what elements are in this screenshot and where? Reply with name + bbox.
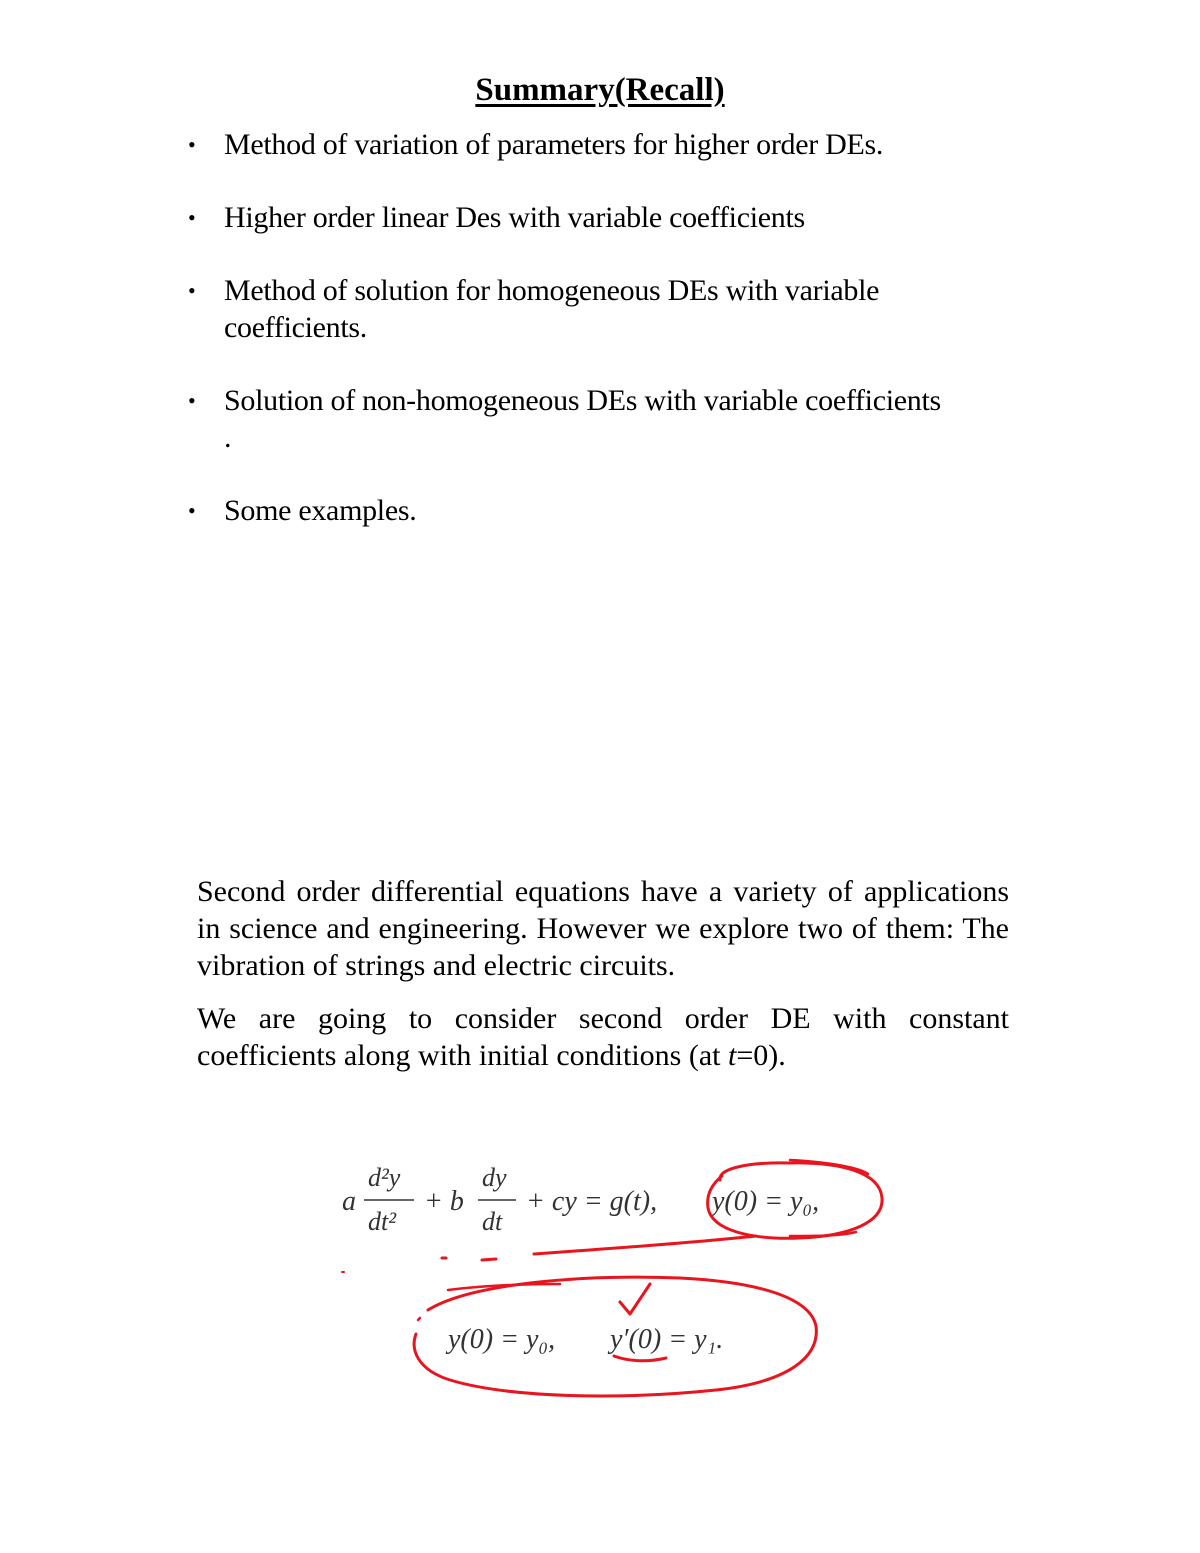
intro-paragraph: Second order differential equations have a variety of applications in science and engineering. However we explore two of them: The vibration of strings and electric circuits. [197, 875, 1009, 982]
line2-initial-condition-y1: y′(0) = y₁. [610, 1324, 724, 1355]
summary-bullet-list [188, 126, 948, 529]
equation-svg [320, 1150, 940, 1410]
frac-den-dt: dt [482, 1207, 503, 1236]
frac-num-dy: dy [482, 1163, 507, 1192]
list-item [188, 382, 948, 456]
variable-t: t [728, 1039, 737, 1072]
bullet-marker: • [188, 205, 196, 230]
page-title: Summary(Recall) [475, 72, 725, 108]
list-item-text: Some examples. [224, 494, 417, 527]
bullet-marker: • [188, 388, 196, 413]
equation-figure [320, 1150, 940, 1410]
line2-initial-condition-y0: y(0) = y₀, [448, 1324, 556, 1355]
frac-den-dt2: dt² [368, 1207, 397, 1236]
frac-num-d2y: d²y [368, 1163, 401, 1192]
coef-a: a [342, 1186, 356, 1217]
list-item [188, 199, 948, 236]
paragraph-text: We are going to consider second order DE with constant coefficients along with initial conditions (at [197, 1002, 1009, 1072]
paragraph-text-end: =0). [736, 1039, 786, 1072]
list-item-text: Method of variation of parameters for higher order DEs. [224, 128, 884, 161]
bullet-marker: • [188, 498, 196, 523]
annotation-dot [418, 1318, 420, 1320]
annotation-dash [482, 1259, 496, 1260]
list-item-text: Higher order linear Des with variable coefficients [224, 201, 805, 234]
list-item-text: Method of solution for homogeneous DEs with variable coefficients. [224, 274, 880, 344]
annotation-connector [534, 1236, 756, 1254]
equation-rest: + cy = g(t), [526, 1186, 658, 1217]
initial-condition-y0: y(0) = y₀, [712, 1186, 820, 1217]
list-item-text: Solution of non-homogeneous DEs with variable coefficients . [224, 384, 941, 454]
annotation-underline [614, 1356, 666, 1361]
checkmark-icon [620, 1284, 650, 1314]
list-item [188, 492, 948, 529]
plus-b: + b [424, 1186, 464, 1217]
list-item [188, 126, 948, 163]
bullet-marker: • [188, 132, 196, 157]
list-item [188, 272, 948, 346]
bullet-marker: • [188, 278, 196, 303]
constant-coefficients-paragraph [197, 1000, 1009, 1074]
